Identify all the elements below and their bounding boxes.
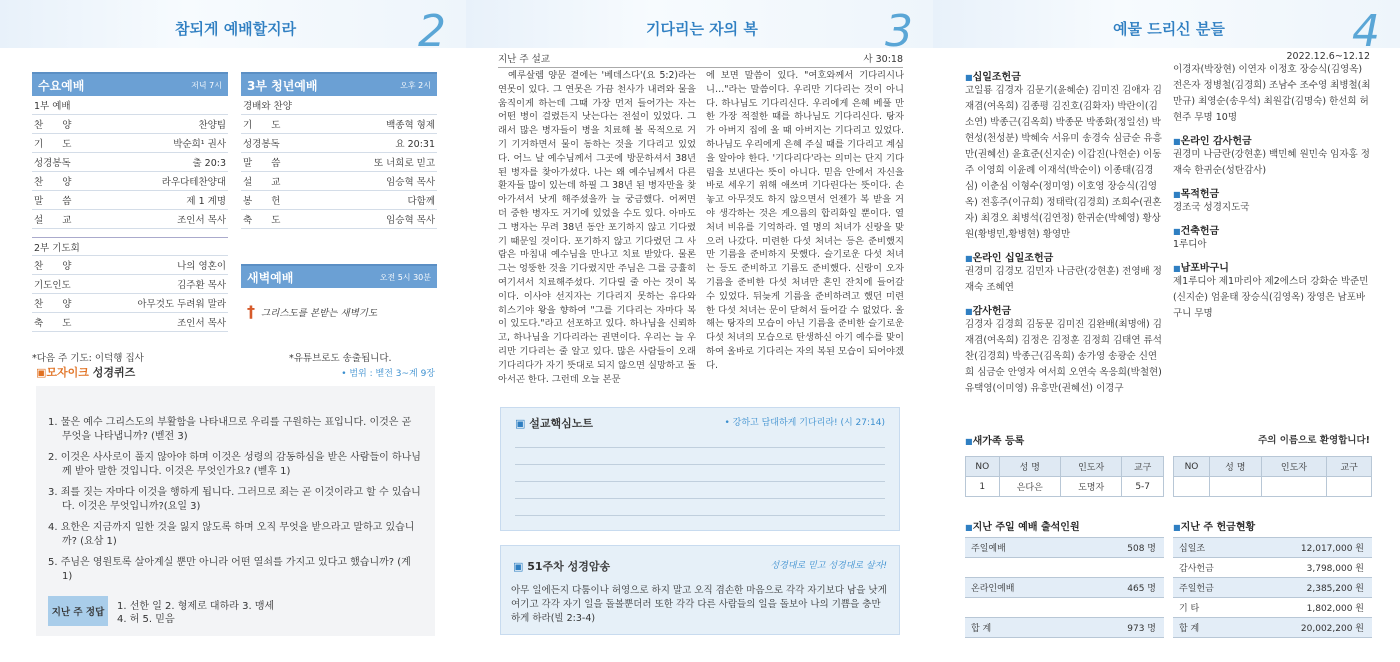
answers	[117, 600, 274, 626]
note-icon: ▣	[515, 417, 526, 430]
quiz-brand: 모자이크	[46, 366, 89, 379]
offering-status-title: ■ 지난 주 헌금현황	[1173, 518, 1372, 533]
newcomer-table-right	[1173, 456, 1372, 497]
table-row	[1174, 477, 1372, 497]
newcomer-table-left	[965, 456, 1164, 497]
row-value: 박순희¹ 권사	[173, 139, 226, 150]
row-label: 주일헌금	[1173, 578, 1242, 598]
quiz-question: 2. 이것은 사사로이 풀지 않아야 하며 이것은 성령의 감동하심을 받은 사람들이 하나님께 받아 말한 것입니다. 이것은 무엇인가요? (벧후 1)	[48, 452, 421, 477]
table-cell	[1327, 477, 1372, 497]
quiz-question: 3. 죄를 짓는 자마다 이것을 행하게 됩니다. 그러므로 죄는 곧 이것이라고 할 수 있습니다. 이것은 무엇입니까?(요일 3)	[48, 487, 421, 512]
offering-category: ■ 감사헌금	[965, 302, 1165, 317]
group-label: 1부 예배	[34, 101, 71, 112]
group-label: 2부 기도회	[34, 242, 80, 254]
column-header: 교구	[1122, 457, 1164, 477]
row-label	[965, 598, 1072, 618]
section-header	[32, 74, 228, 96]
answers-line-1: 1. 선한 일 2. 형제로 대하라 3. 맹세	[117, 601, 275, 612]
table-cell	[1261, 477, 1327, 497]
quiz-question: 4. 요한은 지금까지 일한 것을 잃지 않도록 하며 오직 무엇을 받으라고 말하고 있습니까? (요삼 1)	[48, 522, 415, 547]
row-value: 다함께	[407, 196, 435, 207]
cross-icon: †	[247, 302, 255, 321]
offering-list-left	[965, 62, 1165, 412]
note-line[interactable]	[515, 431, 885, 448]
column-header: 성 명	[999, 457, 1060, 477]
page-header	[0, 0, 466, 57]
section-header	[241, 266, 437, 288]
offering-category: ■ 온라인 감사헌금	[1173, 132, 1373, 147]
row-label	[965, 558, 1072, 578]
schedule-row	[32, 275, 228, 294]
row-value: 973 명	[1072, 618, 1164, 638]
note-title-text: 설교핵심노트	[529, 417, 594, 430]
row-value: 12,017,000 원	[1242, 538, 1372, 558]
schedule-row	[241, 153, 437, 172]
row-value: 조인서 목사	[177, 318, 226, 329]
table-row	[1173, 538, 1372, 558]
row-label: 온라인예배	[965, 578, 1072, 598]
schedule-row	[32, 210, 228, 229]
donor-names: 경조국 성경지도국	[1173, 202, 1250, 213]
offering-status	[1173, 512, 1372, 638]
schedule-row	[241, 172, 437, 191]
page-header	[466, 0, 933, 57]
note-tag: • 강하고 담대하게 기다리라! (시 27:14)	[724, 418, 885, 428]
memory-title-text: 51주차 성경암송	[527, 560, 611, 573]
section-header	[241, 74, 437, 96]
row-label: 기도인도	[34, 280, 71, 291]
newcomer-title: ■ 새가족 등록	[965, 432, 1024, 447]
note-line[interactable]	[515, 448, 885, 465]
schedule-row	[241, 115, 437, 134]
row-value: 20,002,200 원	[1242, 618, 1372, 638]
memory-verse-box	[500, 545, 900, 635]
schedule-row	[241, 191, 437, 210]
table-row	[965, 558, 1164, 578]
row-value: 465 명	[1072, 578, 1164, 598]
row-label: 기 타	[1173, 598, 1242, 618]
attendance-title: ■ 지난 주일 예배 출석인원	[965, 518, 1164, 533]
memory-icon: ▣	[513, 560, 524, 573]
sermon-verse: 사 30:18	[863, 54, 903, 65]
row-label: 찬 양	[34, 177, 80, 188]
group-title	[32, 96, 228, 115]
table-row	[965, 538, 1164, 558]
quiz-header	[36, 362, 435, 382]
row-value	[1072, 558, 1164, 578]
group-title	[32, 237, 228, 256]
donor-names: 김경자 김경희 김동문 김미진 김완배(최명애) 김재겸(여옥희) 김정은 김정훈 김정희 김태연 류석찬(김경희) 박종근(김옥희) 송가영 송광순 신연희 심금순 안영자 여서희 오연숙 옥응희(박철현) 유택영(이미영) 유흥만(권혜선) 이경구	[965, 319, 1162, 394]
attendance	[965, 512, 1164, 638]
note-lines	[501, 431, 899, 516]
offering-category: ■ 목적헌금	[1173, 185, 1373, 200]
table-row	[1173, 598, 1372, 618]
row-label: 합 계	[1173, 618, 1242, 638]
donor-names: 제1루디아 제1마리아 제2에스더 강화순 박준민(신지순) 엄윤태 장승식(김영옥) 장영은 남포바구니 무명	[1173, 276, 1369, 319]
note-line[interactable]	[515, 482, 885, 499]
note-line[interactable]	[515, 499, 885, 516]
sermon-column-1: 예루살렘 양문 곁에는 '베데스다'(요 5:2)라는 연못이 있다. 그 연못은 가끔 천사가 내려와 물을 움직이게 하는데 그때 가장 먼저 들어가는 자는 어떤 병이 걸렸든지 낫는다는 전설이 있었다. 그래서 많은 병자들이 병을 치료해 볼 목적으로 거기 기거하면서 물이 동하는 것을 기다리고 있었다. 어느 날 예수님께서 그곳에 방문하셔서 38년 된 병자를 찾아가셨다. 나는 왜 예수님께서 다른 환자들 많이 있는데 하필 그 38년 된 병자만을 찾아가셔서 낫게 해주셨을까 늘 궁금했다. 어쩌면 더 중한 병자도 거기에 있었을 수도 있다. 아마도 그 병자는 무려 38년 동안 포기하지 않고 기다렸기 때문일 것이다. 포기하지 않고 기다렸던 그 사람은 마침내 예수님을 만나고 치료 받았다. 물론 그는 엉뚱한 것을 기다렸지만 주님은 그를 긍휼히 여기셔서 치료해주셨다. 기다릴 줄 아는 것이 복이다. 이사야 선지자는 기다리지 못하는 유다와 히스기야 왕을 향하여 "그를 기다리는 자마다 복이 있도다."라고 선포하고 있다. 하나님을 신뢰하고, 하나님을 기다리라는 권면이다. 우리는 늘 우리만 기다리는 줄 알고 있다. 많은 사람들이 오래 기다리다가 자기 뜻대로 되지 않으면 실망하고 돌아서곤 한다. 그런데 오늘 본문	[498, 70, 696, 385]
page-3	[466, 0, 933, 662]
dawn-service	[241, 264, 437, 344]
page-title: 참되게 예배할지라	[175, 20, 297, 38]
row-label: 주일예배	[965, 538, 1072, 558]
donor-names: 이경자(박장현) 이연자 이정호 장승식(김영옥) 전은자 정병철(김경희) 조남수 조수영 최병철(최만규) 최영순(송우석) 최원갑(김명숙) 한선희 허현주 무명 10명	[1173, 64, 1371, 123]
quiz-range: • 범위 : 벧전 3~계 9장	[341, 368, 435, 379]
quiz-label: 성경퀴즈	[92, 366, 136, 379]
row-value: 2,385,200 원	[1242, 578, 1372, 598]
page-title: 예물 드리신 분들	[1113, 20, 1225, 38]
row-value: 찬양팀	[198, 120, 226, 131]
table-cell: 은다은	[999, 477, 1060, 497]
group-label: 경배와 찬양	[243, 101, 292, 112]
logo-text: 그리스도를 본받는 새벽기도	[261, 307, 378, 319]
section-title: 수요예배	[38, 78, 85, 93]
row-value: 또 너희로 믿고	[373, 158, 435, 169]
row-value: 김주환 목사	[177, 280, 226, 291]
row-value: 백종혁 형제	[386, 120, 435, 131]
column-header: NO	[1174, 457, 1210, 477]
table-cell	[1174, 477, 1210, 497]
note-header	[501, 408, 899, 431]
row-label: 합 계	[965, 618, 1072, 638]
memory-verse-text: 아무 일에든지 다툼이나 허영으로 하지 말고 오직 겸손한 마음으로 각각 자기보다 남을 낫게 여기고 각각 자기 일을 돌볼뿐더러 또한 각각 다른 사람들의 일을 돌보아 나의 기쁨을 충만하게 하라(빌 2:3-4)	[511, 585, 887, 624]
sermon-note-box	[500, 407, 900, 531]
column-header: 인도자	[1060, 457, 1121, 477]
offering-list-right	[1173, 62, 1373, 362]
donor-names: 1루디아	[1173, 239, 1207, 250]
schedule-row	[32, 191, 228, 210]
row-value: 라우다테찬양대	[161, 177, 226, 188]
row-label: 찬 양	[34, 261, 80, 272]
donor-names: 권경미 나금란(강현훈) 백민혜 원민숙 임자홍 정재숙 한귀순(성탄감사)	[1173, 149, 1370, 176]
table-cell	[1209, 477, 1261, 497]
answers-line-2: 4. 허 5. 믿음	[117, 614, 175, 625]
donor-names: 고일룡 김경자 김문기(윤혜순) 김미진 김애자 김재겸(여옥희) 김종평 김진호(김화자) 박란이(김소연) 박종근(김옥희) 박종문 박종화(정일선) 박현성(천성분) 박혜숙 서유미 송경숙 심금순 유흥만(권혜선) 윤효준(신지순) 이갑진(나현순) 이동주 이영희 이윤례 이재석(박순이) 이종태(김경심) 이춘심 이형수(정미영) 이호영 장승식(김영옥) 전홍주(이규희) 정태락(김경희) 조희수(권혼자) 최경오 최병석(김연정) 한귀순(박혜영) 황상원(황병민,황병현) 황영만	[965, 85, 1162, 240]
row-label: 축 도	[34, 318, 80, 329]
section-time: 저녁 7시	[191, 80, 222, 90]
column-header: 성 명	[1209, 457, 1261, 477]
note-title	[515, 415, 593, 431]
sermon-column-2: 에 보면 말씀이 있다. "여호와께서 기다리시나니…"라는 말씀이다. 우리만 기다리는 것이 아니다. 하나님도 기다리신다. 우리에게 은혜 베풀 만한 가장 적절한 때를 하나님도 기다리신다. 탕자가 아버지 집에 올 때 아버지는 기다리고 있었다. 하나님도 우리에게 은혜 주실 때를 기다리고 계심을 알아야 한다. '기다리다'라는 의미는 단지 기다림을 보낸다는 뜻이 아니다. 믿음 안에서 자신을 바로 세우기 위해 애쓰며 기다린다는 뜻이다. 손 놓고 아무것도 하지 않으면서 언젠가 복 받을 거야 생각하는 것은 게으름의 합리화일 뿐이다. 열 처녀 비유를 기억하라. 열 명의 처녀가 신랑을 맞으러 나갔다. 미련한 다섯 처녀는 등은 준비했지만 기름을 준비하지 못했다. 슬기로운 다섯 처녀는 등도 준비하고 기름도 준비했다. 신랑이 오자 기름을 준비한 다섯 처녀만 혼인 잔치에 들어갈 수 있었다. 뒤늦게 기름을 준비하려고 했던 미련한 다섯 처녀는 문이 닫혀서 들어갈 수 없었다. 올해는 탕자의 모습이 아닌 기름을 준비한 슬기로운 다섯 처녀의 모습으로 탄생하신 아기 예수를 맞이하여 올바로 기다리는 자의 복된 모습이 되어야겠다.	[706, 70, 904, 371]
memory-header	[501, 546, 899, 574]
quiz-icon: ▣	[36, 366, 47, 379]
row-label: 기 도	[243, 120, 289, 131]
section-title: 새벽예배	[247, 270, 294, 285]
table-cell: 도명자	[1060, 477, 1121, 497]
row-label: 찬 양	[34, 120, 80, 131]
memory-title	[513, 558, 610, 574]
section-time: 오전 5시 30분	[379, 272, 431, 282]
row-label: 설 교	[243, 177, 289, 188]
sermon-label: 지난 주 설교	[498, 54, 550, 65]
dawn-logo	[241, 288, 437, 321]
donor-names: 권경미 김경모 김민자 나금란(강현훈) 전영배 정재숙 조혜연	[965, 266, 1162, 293]
row-label: 기 도	[34, 139, 80, 150]
row-value: 임승혁 목사	[386, 177, 435, 188]
row-value: 임승혁 목사	[386, 215, 435, 226]
offering-date: 2022.12.6~12.12	[1286, 51, 1370, 62]
page-number: 2	[418, 6, 446, 57]
row-value: 요 20:31	[395, 139, 435, 150]
page-number: 4	[1352, 6, 1380, 57]
schedule-row	[32, 172, 228, 191]
table-row	[1173, 558, 1372, 578]
newcomer-header	[965, 432, 1370, 447]
youtube-note: *유튜브로도 송출됩니다.	[289, 353, 392, 364]
row-label: 봉 헌	[243, 196, 289, 207]
row-value: 나의 영혼이	[177, 261, 226, 272]
row-value: 아무것도 두려워 말라	[137, 299, 226, 310]
next-prayer-note: *다음 주 기도: 이덕행 집사	[32, 353, 144, 364]
row-value: 출 20:3	[192, 158, 226, 169]
row-label: 성경봉독	[34, 158, 71, 169]
schedule-row	[241, 210, 437, 229]
column-header: NO	[966, 457, 1000, 477]
row-label: 감사헌금	[1173, 558, 1242, 578]
row-value	[1072, 598, 1164, 618]
table-row	[966, 477, 1164, 497]
offering-category: ■ 남포바구니	[1173, 259, 1373, 274]
row-value: 1,802,000 원	[1242, 598, 1372, 618]
schedule-row	[32, 153, 228, 172]
page-4	[933, 0, 1400, 662]
table-row	[965, 578, 1164, 598]
quiz-question: 5. 주님은 영원토록 살아계실 뿐만 아니라 어떤 열쇠를 가지고 있다고 했습니까? (계 1)	[48, 557, 411, 582]
page-number: 3	[885, 6, 913, 57]
row-label: 성경봉독	[243, 139, 280, 150]
group-title	[241, 96, 437, 115]
schedule-row	[32, 313, 228, 332]
youth-service	[241, 72, 437, 229]
quiz-title	[36, 364, 135, 380]
column-header: 교구	[1327, 457, 1372, 477]
row-label: 말 씀	[243, 158, 289, 169]
table-cell: 1	[966, 477, 1000, 497]
sermon-ref	[498, 51, 903, 68]
memory-tag: 성경대로 믿고 성경대로 살자!	[770, 561, 887, 571]
quiz-question: 1. 물은 예수 그리스도의 부활함을 나타내므로 우리를 구원하는 표입니다. 이것은 곧 무엇을 나타냅니까? (벧전 3)	[48, 417, 412, 442]
page-title: 기다리는 자의 복	[646, 20, 758, 38]
wednesday-service	[32, 72, 228, 332]
column-header: 인도자	[1261, 457, 1327, 477]
section-time: 오후 2시	[400, 80, 431, 90]
welcome-text: 주의 이름으로 환영합니다!	[1258, 435, 1370, 446]
row-label: 말 씀	[34, 196, 80, 207]
row-label: 찬 양	[34, 299, 80, 310]
page-2	[0, 0, 466, 662]
row-value: 제 1 계명	[186, 196, 226, 207]
answer-label: 지난 주 정답	[48, 596, 108, 626]
row-value: 508 명	[1072, 538, 1164, 558]
schedule-row	[32, 256, 228, 275]
row-value: 조인서 목사	[177, 215, 226, 226]
row-value: 3,798,000 원	[1242, 558, 1372, 578]
table-row	[1173, 578, 1372, 598]
offering-category: ■ 건축헌금	[1173, 222, 1373, 237]
offering-category: ■ 온라인 십일조헌금	[965, 249, 1165, 264]
schedule-row	[32, 294, 228, 313]
schedule-row	[32, 115, 228, 134]
table-cell: 5-7	[1122, 477, 1164, 497]
row-label: 축 도	[243, 215, 289, 226]
row-label: 십일조	[1173, 538, 1242, 558]
offering-category: ■ 십일조헌금	[965, 68, 1165, 83]
table-row	[965, 618, 1164, 638]
schedule-row	[32, 134, 228, 153]
table-row	[1173, 618, 1372, 638]
schedule-row	[241, 134, 437, 153]
section-title: 3부 청년예배	[247, 78, 318, 93]
row-label: 설 교	[34, 215, 80, 226]
note-line[interactable]	[515, 465, 885, 482]
table-row	[965, 598, 1164, 618]
